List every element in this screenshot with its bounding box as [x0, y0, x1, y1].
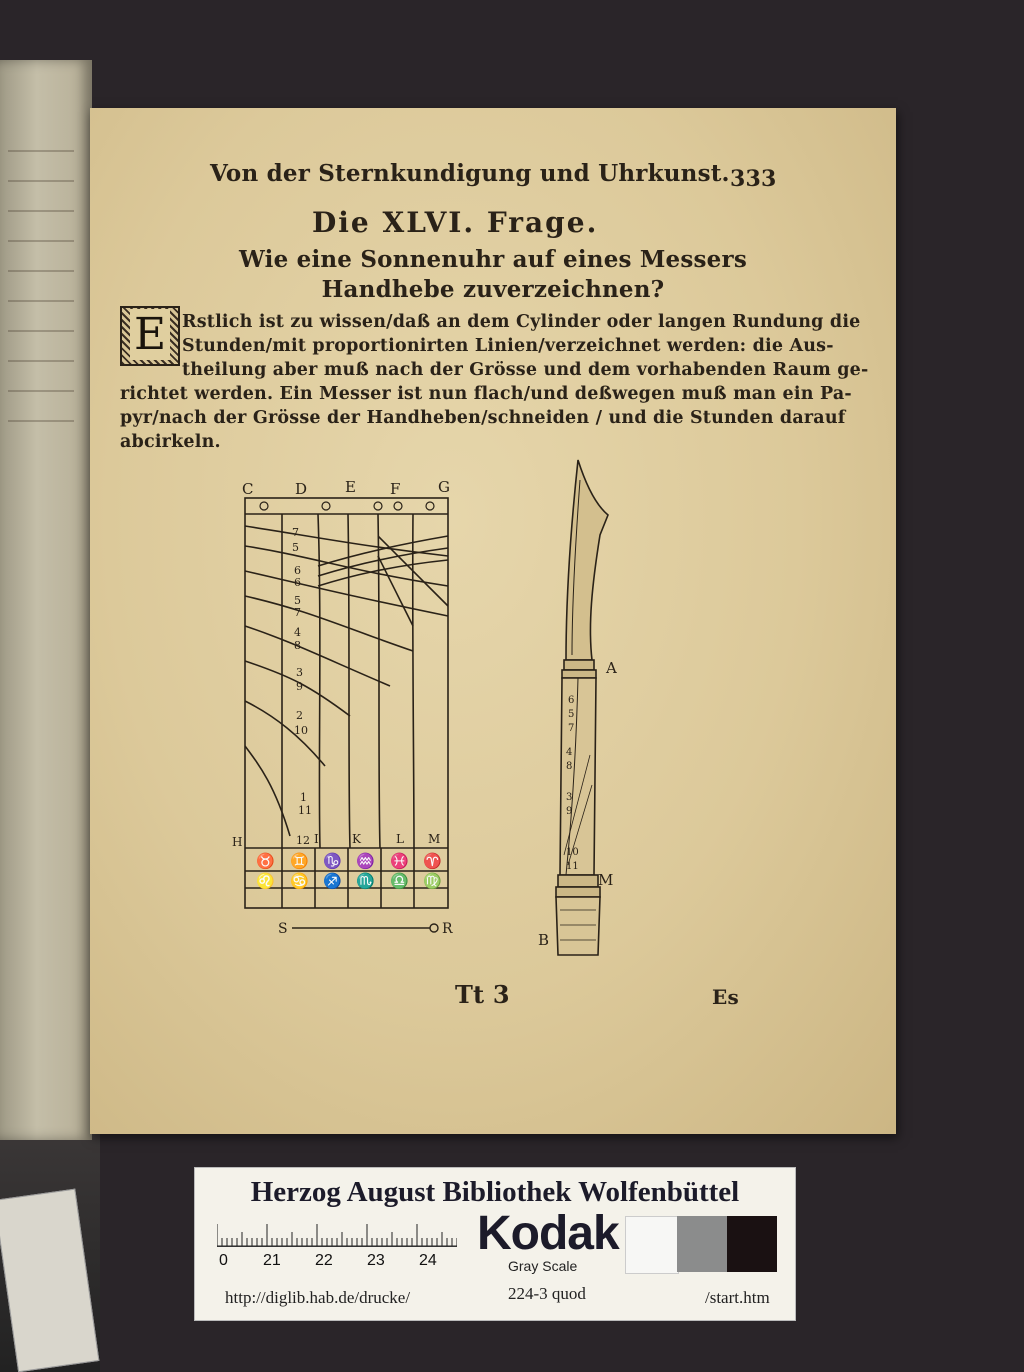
hour-num: 6: [294, 576, 301, 589]
ruler-number: 23: [367, 1252, 385, 1269]
handle-num: 6: [568, 695, 575, 706]
hour-num: 7: [294, 606, 301, 619]
hour-num: 10: [294, 724, 308, 737]
label-C: C: [242, 480, 254, 498]
body-line-5: pyr/nach der Grösse der Handheben/schneiden / und die Stunden darauf: [120, 408, 846, 428]
zodiac-sign: ♑: [323, 852, 342, 870]
measurement-ruler: [217, 1220, 457, 1247]
kodak-logo: Kodak: [477, 1207, 619, 1260]
hour-num: 12: [296, 834, 310, 847]
hour-num: 7: [292, 526, 299, 539]
signature-mark: Tt 3: [455, 980, 510, 1009]
label-E: E: [345, 478, 356, 496]
handle-num: 4: [566, 747, 573, 758]
zodiac-sign: ♏: [356, 872, 375, 890]
hour-num: 1: [300, 791, 307, 804]
handle-num: 11: [566, 861, 579, 872]
hour-num: 6: [294, 564, 301, 577]
ruler-number: 0: [219, 1252, 228, 1269]
knife-label-M: M: [598, 871, 614, 889]
grayscale-label: Gray Scale: [508, 1258, 578, 1274]
handle-num: 9: [566, 806, 573, 817]
body-line-2: Stunden/mit proportionirten Linien/verzeichnet werden: die Aus-: [182, 336, 834, 356]
ruler-number: 21: [263, 1252, 281, 1269]
shelfmark: 224-3 quod: [508, 1284, 586, 1303]
label-F: F: [390, 480, 401, 498]
label-L: L: [396, 832, 404, 846]
url-suffix: /start.htm: [705, 1288, 770, 1307]
decorated-initial: [120, 306, 180, 366]
body-line-4: richtet werden. Ein Messer ist nun flach/und deßwegen muß man ein Pa-: [120, 384, 852, 404]
knife-sundial-diagram: [530, 455, 640, 965]
zodiac-sign: ♍: [423, 872, 442, 890]
running-head: Von der Sternkundigung und Uhrkunst.: [210, 160, 730, 187]
gray-swatch-white: [625, 1216, 679, 1274]
zodiac-sign: ♒: [356, 852, 375, 870]
label-I: I: [314, 832, 319, 846]
left-facing-page: [0, 60, 92, 1140]
scale-label-S: S: [278, 921, 288, 937]
hour-num: 8: [294, 639, 301, 652]
knife-label-A: A: [606, 659, 617, 677]
page-number: 333: [730, 166, 777, 192]
catchword: Es: [712, 985, 739, 1009]
zodiac-sign: ♉: [256, 852, 275, 870]
zodiac-sign: ♎: [390, 872, 409, 890]
handle-num: 7: [568, 723, 575, 734]
handle-num: 10: [566, 847, 579, 858]
body-line-3: theilung aber muß nach der Grösse und dem vorhabenden Raum ge-: [182, 360, 869, 380]
handle-num: 3: [566, 792, 573, 803]
hour-num: 9: [296, 680, 303, 693]
knife-label-B: B: [538, 931, 550, 949]
gray-swatch-mid: [677, 1216, 727, 1272]
handle-num: 5: [568, 709, 575, 720]
hour-num: 3: [296, 666, 303, 679]
body-line-1: Rstlich ist zu wissen/daß an dem Cylinder oder langen Rundung die: [182, 312, 861, 332]
handle-num: 8: [566, 761, 573, 772]
sundial-diagram-unrolled: [230, 476, 470, 946]
zodiac-sign: ♋: [290, 872, 309, 890]
hour-num: 5: [294, 594, 301, 607]
chapter-subtitle-line-1: Wie eine Sonnenuhr auf eines Messers: [239, 246, 747, 273]
hour-num: 5: [292, 541, 299, 554]
scale-label-R: R: [442, 921, 453, 937]
body-line-6: abcirkeln.: [120, 432, 221, 452]
label-H: H: [232, 835, 243, 849]
hour-num: 4: [294, 626, 301, 639]
ruler-number: 22: [315, 1252, 333, 1269]
zodiac-sign: ♊: [290, 852, 309, 870]
hour-num: 2: [296, 709, 303, 722]
label-K: K: [352, 832, 361, 846]
color-target-strip: [194, 1167, 796, 1321]
chapter-title: Die XLVI. Frage.: [312, 206, 599, 239]
label-D: D: [295, 480, 308, 498]
zodiac-sign: ♐: [323, 872, 342, 890]
label-M: M: [428, 832, 441, 846]
gray-swatch-black: [727, 1216, 777, 1272]
url-prefix: http://diglib.hab.de/drucke/: [225, 1288, 411, 1307]
zodiac-sign: ♌: [256, 872, 275, 890]
decorated-initial-letter: E: [130, 309, 170, 360]
label-G: G: [438, 478, 450, 496]
zodiac-sign: ♓: [390, 852, 409, 870]
chapter-subtitle-line-2: Handhebe zuverzeichnen?: [321, 276, 665, 303]
library-name: Herzog August Bibliothek Wolfenbüttel: [250, 1176, 740, 1208]
zodiac-sign: ♈: [423, 852, 442, 870]
hour-num: 11: [298, 804, 312, 817]
ruler-number: 24: [419, 1252, 437, 1269]
